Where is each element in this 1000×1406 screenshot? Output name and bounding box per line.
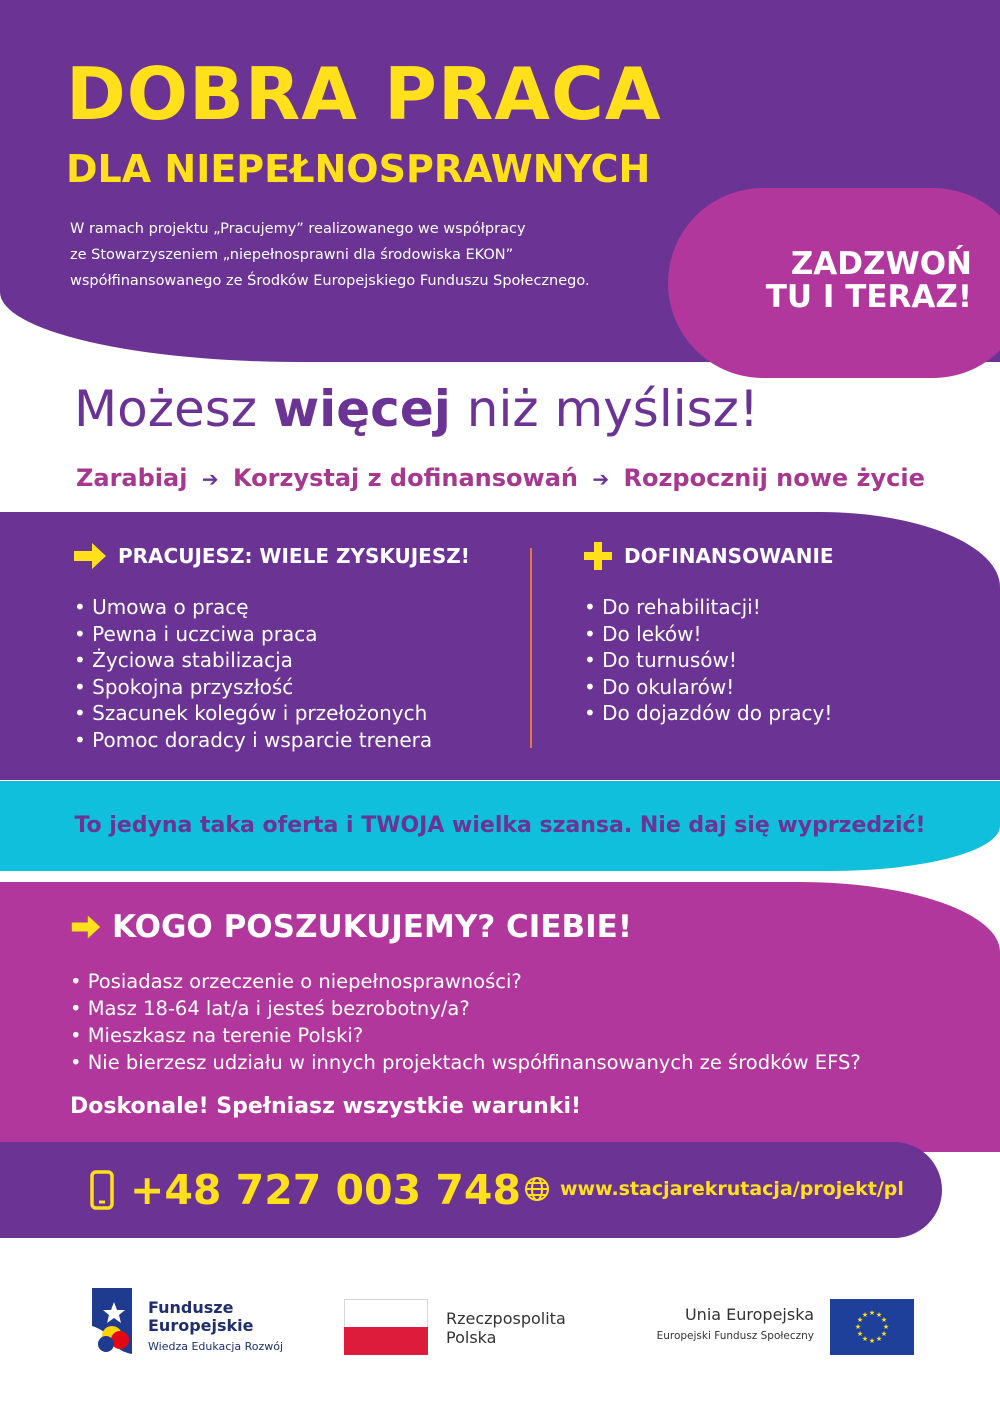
eu-logo-name: Unia Europejska: [684, 1305, 814, 1324]
svg-text:★: ★: [875, 1335, 883, 1343]
call-line: ZADZWOŃ: [790, 246, 972, 282]
list-item: • Nie bierzesz udziału w innych projektach współfinansowanych ze środków EFS?: [70, 1051, 861, 1074]
svg-text:★: ★: [880, 1330, 888, 1338]
list-item: • Życiowa stabilizacja: [74, 648, 293, 672]
step-label: Korzystaj z dofinansowań: [232, 464, 578, 492]
globe-icon: [524, 1176, 550, 1202]
headline-part: niż myślisz!: [450, 380, 759, 438]
list-item: • Do dojazdów do pracy!: [584, 701, 833, 725]
arrow-right-icon: [70, 912, 102, 942]
list-item: • Szacunek kolegów i przełożonych: [74, 701, 428, 725]
arrow-right-icon: ➔: [201, 467, 219, 491]
intro-line: współfinansowanego ze Środków Europejskiego Funduszu Społecznego.: [70, 273, 590, 289]
list-item: • Do okularów!: [584, 674, 735, 699]
page-subtitle: DLA NIEPEŁNOSPRAWNYCH: [66, 147, 651, 191]
polish-flag-red: [344, 1327, 428, 1355]
phone-icon: [90, 1170, 114, 1210]
list-item: • Spokojna przyszłość: [74, 674, 294, 699]
eu-flag: [830, 1299, 914, 1355]
website-link[interactable]: www.stacjarekrutacja/projekt/pl: [560, 1178, 904, 1200]
seeking-conclusion: Doskonale! Spełniasz wszystkie warunki!: [70, 1094, 582, 1119]
list-item: • Posiadasz orzeczenie o niepełnosprawności?: [70, 970, 522, 993]
svg-text:★: ★: [868, 1337, 876, 1345]
headline: [74, 380, 759, 438]
seeking-title: KOGO POSZUKUJEMY? CIEBIE!: [112, 909, 632, 945]
step-label: Rozpocznij nowe życie: [623, 464, 925, 492]
offer-text: To jedyna taka oferta i TWOJA wielka szansa. Nie daj się wyprzedzić!: [74, 813, 926, 838]
list-item: • Pomoc doradcy i wsparcie trenera: [74, 727, 433, 752]
seeking-list: [70, 968, 861, 1076]
plus-icon: [584, 542, 612, 570]
svg-text:★: ★: [854, 1323, 862, 1331]
call-now-text: [700, 248, 972, 314]
intro-line: ze Stowarzyszeniem „niepełnosprawni dla środowiska EKON”: [70, 247, 514, 263]
intro-line: W ramach projektu „Pracujemy” realizowanego we współpracy: [70, 221, 526, 237]
list-item: • Pewna i uczciwa praca: [74, 621, 318, 646]
step-label: Zarabiaj: [76, 464, 188, 492]
polish-flag: [344, 1299, 428, 1327]
list-item: • Mieszkasz na terenie Polski?: [70, 1024, 364, 1047]
fe-logo-tagline: Wiedza Edukacja Rozwój: [148, 1340, 284, 1353]
rp-name-line: Polska: [446, 1328, 497, 1347]
rp-logo-name: [446, 1309, 566, 1347]
list-item: • Do leków!: [584, 621, 702, 646]
arrow-right-icon: [72, 540, 108, 572]
call-line: TU I TERAZ!: [765, 279, 972, 315]
svg-text:★: ★: [875, 1311, 883, 1319]
svg-text:★: ★: [880, 1316, 888, 1324]
svg-text:★: ★: [856, 1330, 864, 1338]
steps-row: [76, 462, 925, 495]
benefits-right-list: [584, 594, 832, 727]
rp-name-line: Rzeczpospolita: [446, 1309, 566, 1328]
svg-text:★: ★: [861, 1335, 869, 1343]
benefits-left-list: [74, 594, 432, 753]
arrow-right-icon: ➔: [592, 467, 610, 491]
fe-name-line: Europejskie: [148, 1316, 254, 1335]
phone-number[interactable]: +48 727 003 748: [130, 1166, 521, 1214]
eu-logo-tagline: Europejski Fundusz Społeczny: [656, 1330, 814, 1342]
benefits-right-title: DOFINANSOWANIE: [624, 544, 834, 568]
list-item: • Do rehabilitacji!: [584, 595, 761, 619]
page-title: DOBRA PRACA: [66, 52, 662, 136]
fundusze-europejskie-logo: [92, 1288, 132, 1360]
svg-text:★: ★: [856, 1316, 864, 1324]
svg-text:★: ★: [882, 1323, 890, 1331]
fe-logo-name: [148, 1299, 254, 1335]
list-item: • Umowa o pracę: [74, 595, 249, 619]
headline-emphasis: więcej: [272, 380, 451, 438]
benefits-left-title: PRACUJESZ: WIELE ZYSKUJESZ!: [118, 544, 470, 568]
list-item: • Do turnusów!: [584, 648, 737, 672]
intro-text: [70, 216, 660, 294]
svg-text:★: ★: [868, 1309, 876, 1317]
headline-part: Możesz: [74, 380, 273, 438]
fe-name-line: Fundusze: [148, 1298, 234, 1317]
svg-text:★: ★: [861, 1311, 869, 1319]
column-divider: [530, 548, 532, 748]
list-item: • Masz 18-64 lat/a i jesteś bezrobotny/a?: [70, 997, 470, 1020]
